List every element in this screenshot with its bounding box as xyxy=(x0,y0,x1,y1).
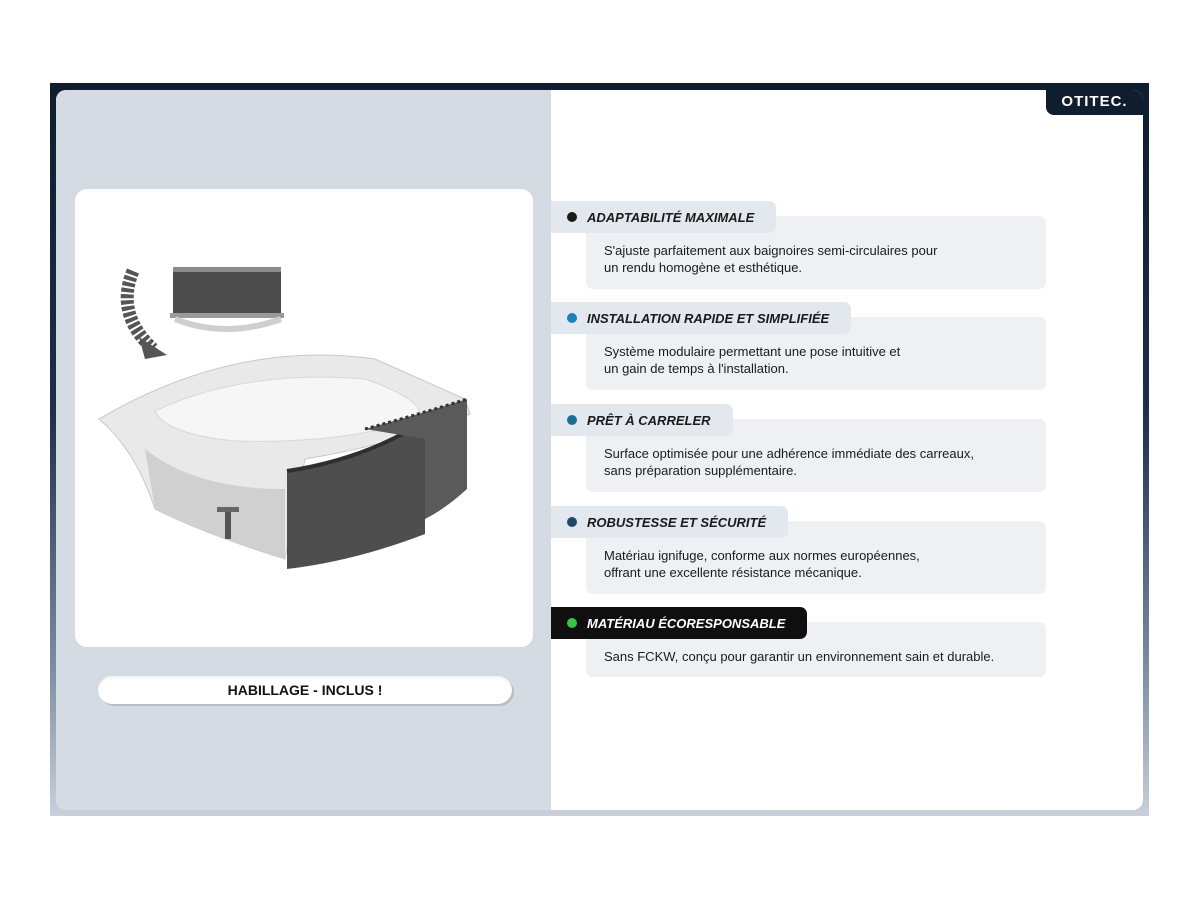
feature-title: ROBUSTESSE ET SÉCURITÉ xyxy=(587,514,767,530)
feature-title-tab xyxy=(551,201,776,233)
feature-title: PRÊT À CARRELER xyxy=(587,412,711,428)
feature-title-tab xyxy=(551,506,788,538)
content-card xyxy=(56,90,1143,810)
bathtub-icon xyxy=(99,355,470,569)
feature-description-line: Matériau ignifuge, conforme aux normes européennes, xyxy=(604,548,920,563)
feature-description-line: un gain de temps à l'installation. xyxy=(604,361,789,376)
bathtub-illustration xyxy=(75,189,533,647)
feature-description-line: offrant une excellente résistance mécanique. xyxy=(604,565,862,580)
bullet-dot-icon xyxy=(567,415,577,425)
included-cover-button[interactable]: HABILLAGE - INCLUS ! xyxy=(98,676,512,704)
feature-title-tab xyxy=(551,607,807,639)
feature-title: ADAPTABILITÉ MAXIMALE xyxy=(587,209,755,225)
bullet-dot-icon xyxy=(567,313,577,323)
bullet-dot-icon xyxy=(567,517,577,527)
feature-description-line: un rendu homogène et esthétique. xyxy=(604,260,803,275)
left-panel xyxy=(56,90,551,810)
product-image-card xyxy=(75,189,533,647)
feature-description-line: Système modulaire permettant une pose intuitive et xyxy=(604,344,901,359)
feature-description-line: S'ajuste parfaitement aux baignoires semi-circulaires pour xyxy=(604,243,938,258)
curved-arrow-icon xyxy=(127,271,167,359)
bullet-dot-icon xyxy=(567,618,577,628)
feature-title: MATÉRIAU ÉCORESPONSABLE xyxy=(587,615,786,631)
brand-logo: OTITEC. xyxy=(1046,90,1143,115)
feature-title: INSTALLATION RAPIDE ET SIMPLIFIÉE xyxy=(587,310,830,326)
page-frame xyxy=(50,83,1149,816)
feature-description-line: Surface optimisée pour une adhérence immédiate des carreaux, xyxy=(604,446,974,461)
feature-description-line: Sans FCKW, conçu pour garantir un environnement sain et durable. xyxy=(604,649,995,664)
feature-title-tab xyxy=(551,404,733,436)
feature-description-line: sans préparation supplémentaire. xyxy=(604,463,797,478)
feature-title-tab xyxy=(551,302,851,334)
bullet-dot-icon xyxy=(567,212,577,222)
floating-panel-icon xyxy=(170,267,284,329)
